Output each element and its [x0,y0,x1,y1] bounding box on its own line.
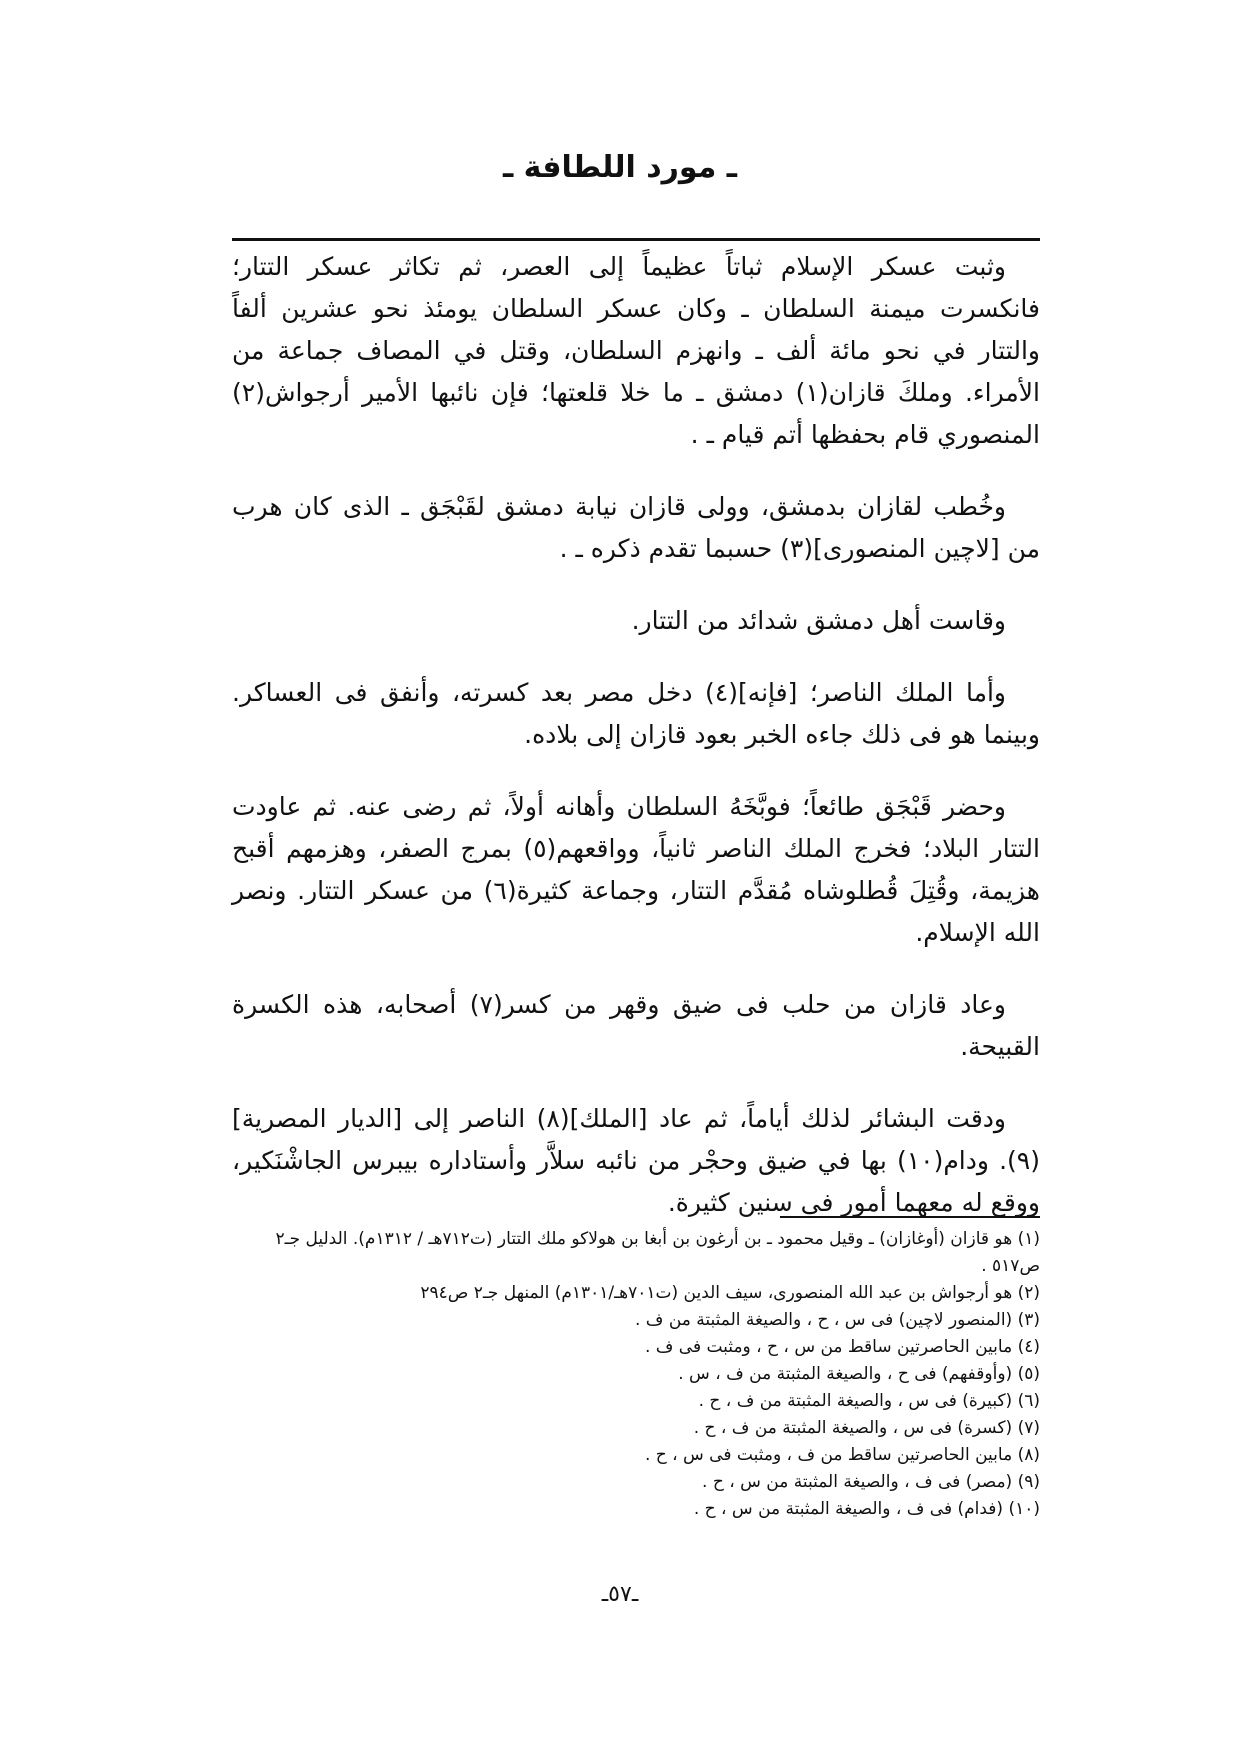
paragraph: وخُطب لقازان بدمشق، وولى قازان نيابة دمشق لقَبْجَق ـ الذى كان هرب من [لاچين المنصورى](٣) حسبما تقدم ذكره ـ . [232,492,1040,563]
header-rule [232,238,1040,241]
footnote-separator [780,1216,1040,1218]
paragraph: وعاد قازان من حلب فى ضيق وقهر من كسر(٧) أصحابه، هذه الكسرة القبيحة. [232,990,1040,1061]
paragraph: وقاست أهل دمشق شدائد من التتار. [631,606,1006,635]
page-number: ـ٥٧ـ [601,1582,639,1607]
paragraph: وحضر قَبْجَق طائعاً؛ فوبَّخَهُ السلطان وأهانه أولاً، ثم رضى عنه. ثم عاودت التتار البلاد؛ فخرج الملك الناصر ثانياً، وواقعهم(٥) بمرج الصفر، وهزمهم أقبح هزيمة، وقُتِلَ قُطلوشاه مُقدَّم التتار، وجماعة كثيرة(٦) من عسكر التتار. ونصر الله الإسلام. [232,792,1040,947]
footnote: (٢) هو أرجواش بن عبد الله المنصورى، سيف الدين (ت٧٠١هـ/١٣٠١م) المنهل جـ٢ ص٢٩٤ [420,1283,1040,1303]
footnote: (٧) (كسرة) فى س ، والصيغة المثبتة من ف ، ح . [693,1418,1040,1438]
paragraph: وأما الملك الناصر؛ [فإنه](٤) دخل مصر بعد كسرته، وأنفق فى العساكر. وبينما هو فى ذلك جاءه الخبر بعود قازان إلى بلاده. [232,678,1040,749]
paragraph: ودقت البشائر لذلك أياماً، ثم عاد [الملك](٨) الناصر إلى [الديار المصرية](٩). ودام(١٠) بها في ضيق وحجْر من نائبه سلاَّر وأستاداره بيبرس الجاشْنَكير، ووقع له معهما أمور فى سنين كثيرة. [232,1104,1040,1217]
footnote: (١) هو قازان (أوغازان) ـ وقيل محمود ـ بن أرغون بن أبغا بن هولاكو ملك التتار (ت٧١٢هـ / ١٣١٢م). الدليل جـ٢ ص٥١٧ . [275,1229,1040,1276]
paragraph: وثبت عسكر الإسلام ثباتاً عظيماً إلى العصر، ثم تكاثر عسكر التتار؛ فانكسرت ميمنة السلطان ـ وكان عسكر السلطان يومئذ نحو عشرين ألفاً والتتار في نحو مائة ألف ـ وانهزم السلطان، وقتل في المصاف جماعة من الأمراء. وملكَ قازان(١) دمشق ـ ما خلا قلعتها؛ فإن نائبها الأمير أرجواش(٢) المنصوري قام بحفظها أتم قيام ـ . [232,252,1040,449]
footnote: (٩) (مصر) فى ف ، والصيغة المثبتة من س ، ح . [702,1472,1040,1492]
main-text [232,246,1040,1254]
footnote: (٥) (وأوقفهم) فى ح ، والصيغة المثبتة من ف ، س . [678,1364,1040,1384]
page-title: ـ مورد اللطافة ـ [502,150,737,185]
footnote: (٨) مابين الحاصرتين ساقط من ف ، ومثبت فى س ، ح . [644,1445,1040,1465]
footnote: (٣) (المنصور لاچين) فى س ، ح ، والصيغة المثبتة من ف . [635,1310,1040,1330]
footnote: (١٠) (فدام) فى ف ، والصيغة المثبتة من س ، ح . [693,1499,1040,1519]
footnotes [232,1226,1040,1523]
footnote: (٤) مابين الحاصرتين ساقط من س ، ح ، ومثبت فى ف . [644,1337,1040,1357]
footnote: (٦) (كبيرة) فى س ، والصيغة المثبتة من ف ، ح . [698,1391,1040,1411]
